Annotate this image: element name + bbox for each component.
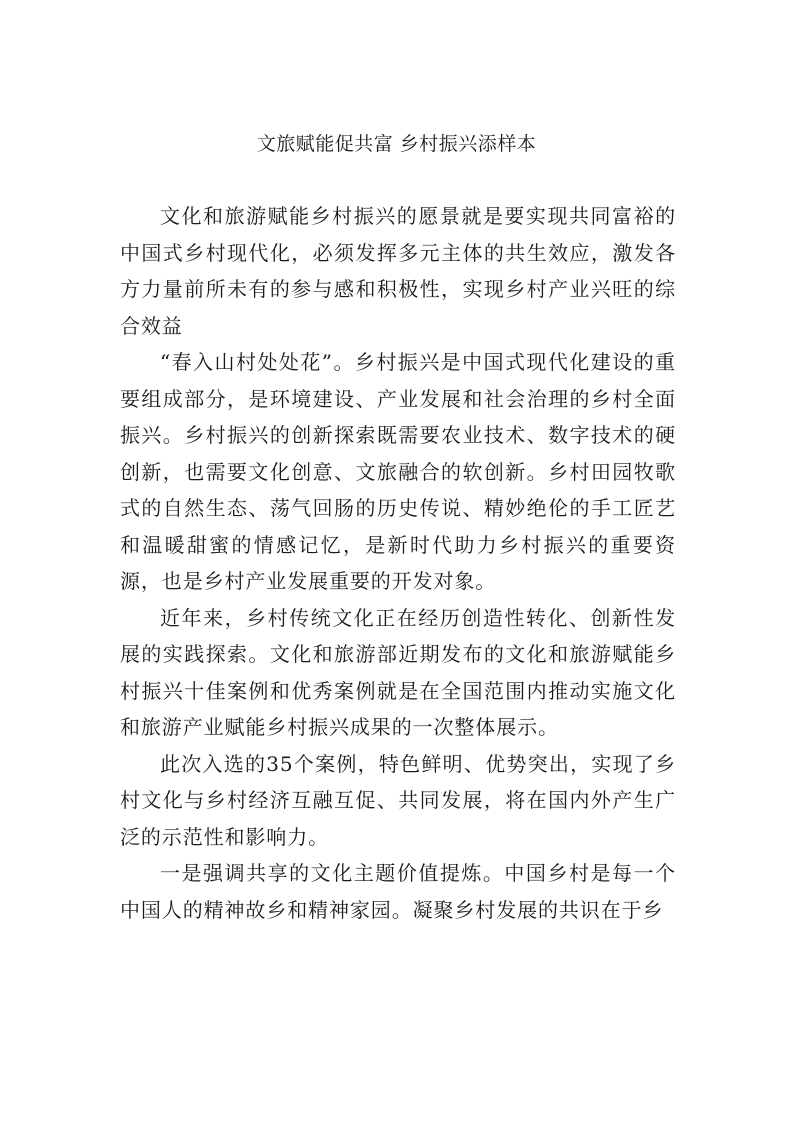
paragraph-4: 此次入选的35个案例，特色鲜明、优势突出，实现了乡村文化与乡村经济互融互促、共同发展，将在国内外产生广泛的示范性和影响力。 bbox=[120, 751, 676, 849]
paragraph-5: 一是强调共享的文化主题价值提炼。中国乡村是每一个中国人的精神故乡和精神家园。凝聚乡村发展的共识在于乡 bbox=[120, 861, 676, 922]
paragraph-1: 文化和旅游赋能乡村振兴的愿景就是要实现共同富裕的中国式乡村现代化，必须发挥多元主体的共生效应，激发各方力量前所未有的参与感和积极性，实现乡村产业兴旺的综合效益 bbox=[120, 204, 676, 338]
paragraph-3: 近年来，乡村传统文化正在经历创造性转化、创新性发展的实践探索。文化和旅游部近期发布的文化和旅游赋能乡村振兴十佳案例和优秀案例就是在全国范围内推动实施文化和旅游产业赋能乡村振兴成果的一次整体展示。 bbox=[120, 605, 676, 739]
document-body bbox=[120, 198, 676, 928]
document-title: 文旅赋能促共富 乡村振兴添样本 bbox=[256, 133, 537, 155]
paragraph-2: “春入山村处处花”。乡村振兴是中国式现代化建设的重要组成部分，是环境建设、产业发展和社会治理的乡村全面振兴。乡村振兴的创新探索既需要农业技术、数字技术的硬创新，也需要文化创意、文旅融合的软创新。乡村田园牧歌式的自然生态、荡气回肠的历史传说、精妙绝伦的手工匠艺和温暖甜蜜的情感记忆，是新时代助力乡村振兴的重要资源，也是乡村产业发展重要的开发对象。 bbox=[120, 350, 676, 593]
